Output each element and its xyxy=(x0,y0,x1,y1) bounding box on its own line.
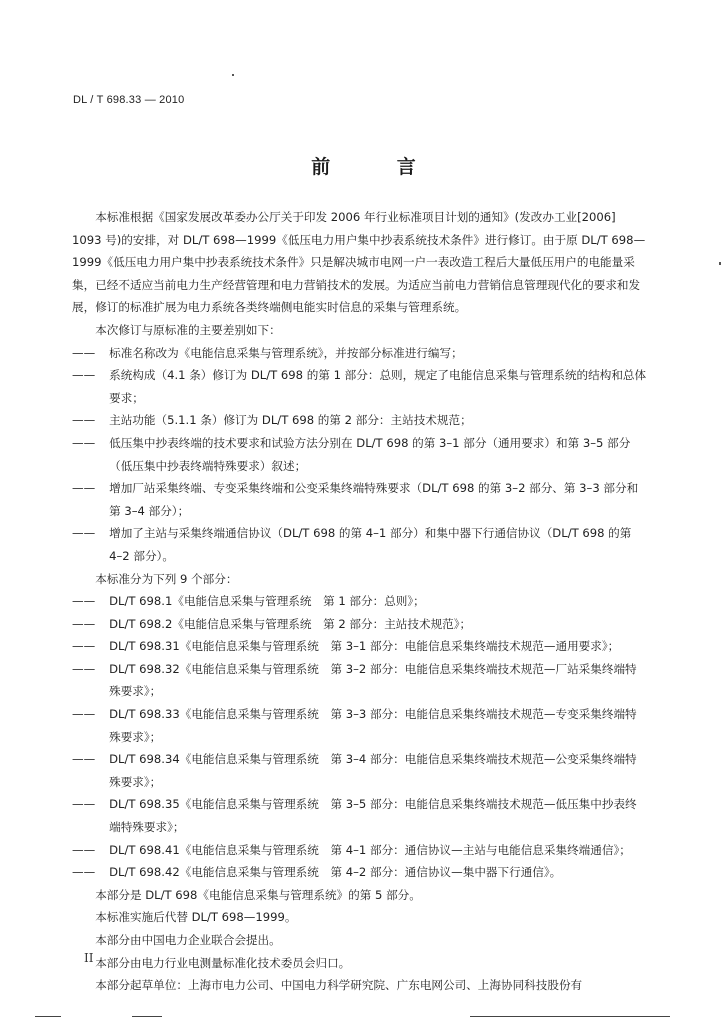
part-item: —— DL/T 698.35《电能信息采集与管理系统 第 3–5 部分：电能信息采集终端技术规范—低压集中抄表终端特殊要求》； xyxy=(72,797,637,835)
scan-speck xyxy=(232,74,234,76)
part-item: —— DL/T 698.1《电能信息采集与管理系统 第 1 部分：总则》； xyxy=(72,594,425,609)
page-title: 前 言 xyxy=(311,156,446,178)
change-item: —— 系统构成（4.1 条）修订为 DL/T 698 的第 1 部分：总则，规定了电能信息采集与管理系统的结构和总体要求； xyxy=(72,368,647,405)
intro-paragraph: 本标准根据《国家发展改革委办公厅关于印发 2006 年行业标准项目计划的通知》(发改办工业[2006] 1093 号)的安排，对 DL/T 698—1999《低压电力用户集中抄表系统技术条件》进行修订。由于原 DL/T 698—1999《低压电力用户集中抄表系统技术条件》只是解决城市电网一户一表改造工程后大量低压用户的电能量采集，已经不适应当前电力生产经营管理和电力营销技术的发展。为适应当前电力营销信息管理现代化的要求和发展，修订的标准扩展为电力系统各类终端侧电能实时信息的采集与管理系统。 xyxy=(72,210,646,315)
closing-line: 本标准实施后代替 DL/T 698—1999。 xyxy=(95,910,297,925)
standard-number: DL / T 698.33 — 2010 xyxy=(73,94,185,106)
change-item: —— 主站功能（5.1.1 条）修订为 DL/T 698 的第 2 部分：主站技术规范； xyxy=(72,413,472,428)
foreword-body xyxy=(72,206,647,997)
changes-intro: 本次修订与原标准的主要差别如下： xyxy=(95,322,281,337)
change-item: —— 低压集中抄表终端的技术要求和试验方法分别在 DL/T 698 的第 3–1 部分（通用要求）和第 3–5 部分（低压集中抄表终端特殊要求）叙述； xyxy=(72,435,631,473)
part-item: —— DL/T 698.42《电能信息采集与管理系统 第 4–2 部分：通信协议—集中器下行通信》。 xyxy=(72,865,562,880)
closing-line: 本部分由中国电力企业联合会提出。 xyxy=(95,933,281,947)
bottom-scan-line xyxy=(470,1016,670,1017)
scan-speck xyxy=(719,262,721,265)
part-item: —— DL/T 698.32《电能信息采集与管理系统 第 3–2 部分：电能信息采集终端技术规范—厂站采集终端特殊要求》； xyxy=(72,661,637,699)
change-item: —— 增加厂站采集终端、专变采集终端和公变采集终端特殊要求（DL/T 698 的第 3–2 部分、第 3–3 部分和第 3–4 部分）； xyxy=(72,481,639,518)
parts-intro: 本标准分为下列 9 个部分： xyxy=(95,571,238,586)
part-item: —— DL/T 698.33《电能信息采集与管理系统 第 3–3 部分：电能信息采集终端技术规范—专变采集终端特殊要求》； xyxy=(72,707,637,744)
part-item: —— DL/T 698.34《电能信息采集与管理系统 第 3–4 部分：电能信息采集终端技术规范—公变采集终端特殊要求》； xyxy=(72,752,637,789)
part-item: —— DL/T 698.31《电能信息采集与管理系统 第 3–1 部分：电能信息采集终端技术规范—通用要求》； xyxy=(72,639,620,654)
closing-line: 本部分起草单位：上海市电力公司、中国电力科学研究院、广东电网公司、上海协同科技股份有 xyxy=(95,978,583,993)
change-item: —— 标准名称改为《电能信息采集与管理系统》，并按部分标准进行编写； xyxy=(72,345,463,360)
bottom-scan-line xyxy=(35,1016,61,1017)
bottom-scan-line xyxy=(132,1016,162,1017)
closing-line: 本部分是 DL/T 698《电能信息采集与管理系统》的第 5 部分。 xyxy=(95,887,421,902)
part-item: —— DL/T 698.41《电能信息采集与管理系统 第 4–1 部分：通信协议—主站与电能信息采集终端通信》； xyxy=(72,842,631,857)
closing-line: 本部分由电力行业电测量标准化技术委员会归口。 xyxy=(95,955,351,970)
change-item: —— 增加了主站与采集终端通信协议（DL/T 698 的第 4–1 部分）和集中器下行通信协议（DL/T 698 的第 4–2 部分）。 xyxy=(72,526,632,563)
part-item: —— DL/T 698.2《电能信息采集与管理系统 第 2 部分：主站技术规范》； xyxy=(72,616,472,631)
page-number: II xyxy=(84,951,94,965)
